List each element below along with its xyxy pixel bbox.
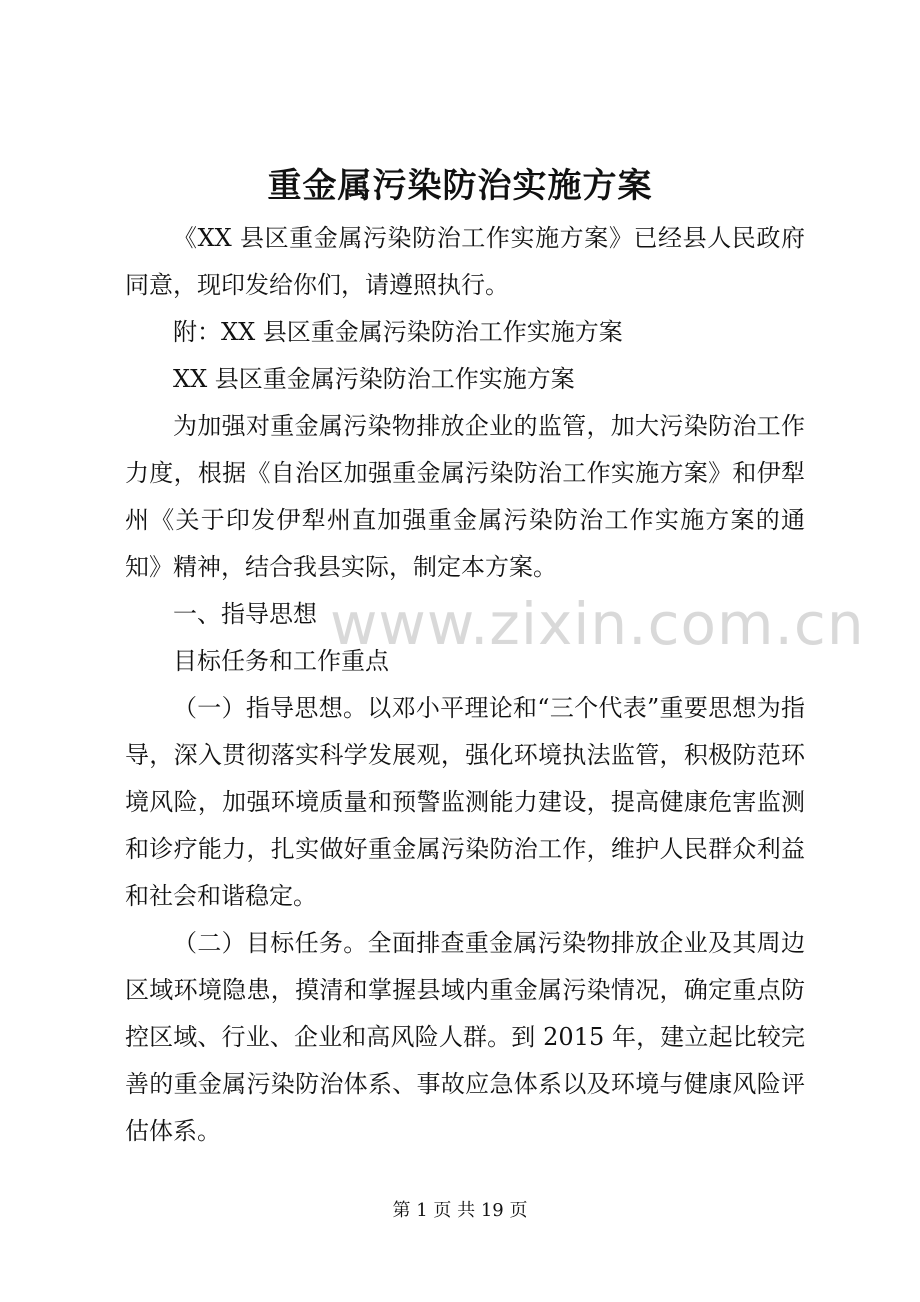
paragraph-guiding-thought: （一）指导思想。以邓小平理论和“三个代表”重要思想为指导，深入贯彻落实科学发展观，强化环境执法监管，积极防范环境风险，加强环境质量和预警监测能力建设，提高健康危害监测和诊疗能力，扎实做好重金属污染防治工作，维护人民群众利益和社会和谐稳定。	[125, 694, 805, 910]
paragraph-attachment: 附：XX 县区重金属污染防治工作实施方案	[173, 318, 623, 346]
paragraph-intro: 《XX 县区重金属污染防治工作实施方案》已经县人民政府同意，现印发给你们，请遵照执行。	[125, 224, 805, 299]
site-watermark: www.zixin.com.cn	[330, 590, 865, 658]
section-heading-goals: 目标任务和工作重点	[173, 647, 389, 675]
page-footer: 第 1 页 共 19 页	[392, 1200, 528, 1221]
paragraph-subtitle: XX 县区重金属污染防治工作实施方案	[173, 365, 575, 393]
document-body	[125, 215, 805, 1155]
section-heading-guiding: 一、指导思想	[173, 600, 317, 628]
paragraph-purpose: 为加强对重金属污染物排放企业的监管，加大污染防治工作力度，根据《自治区加强重金属污染防治工作实施方案》和伊犁州《关于印发伊犁州直加强重金属污染防治工作实施方案的通知》精神，结合我县实际，制定本方案。	[125, 412, 805, 581]
document-title: 重金属污染防治实施方案	[267, 166, 653, 206]
paragraph-goal-tasks: （二）目标任务。全面排查重金属污染物排放企业及其周边区域环境隐患，摸清和掌握县域内重金属污染情况，确定重点防控区域、行业、企业和高风险人群。到 2015 年，建立起比较完善的重金属污染防治体系、事故应急体系以及环境与健康风险评估体系。	[125, 929, 805, 1145]
